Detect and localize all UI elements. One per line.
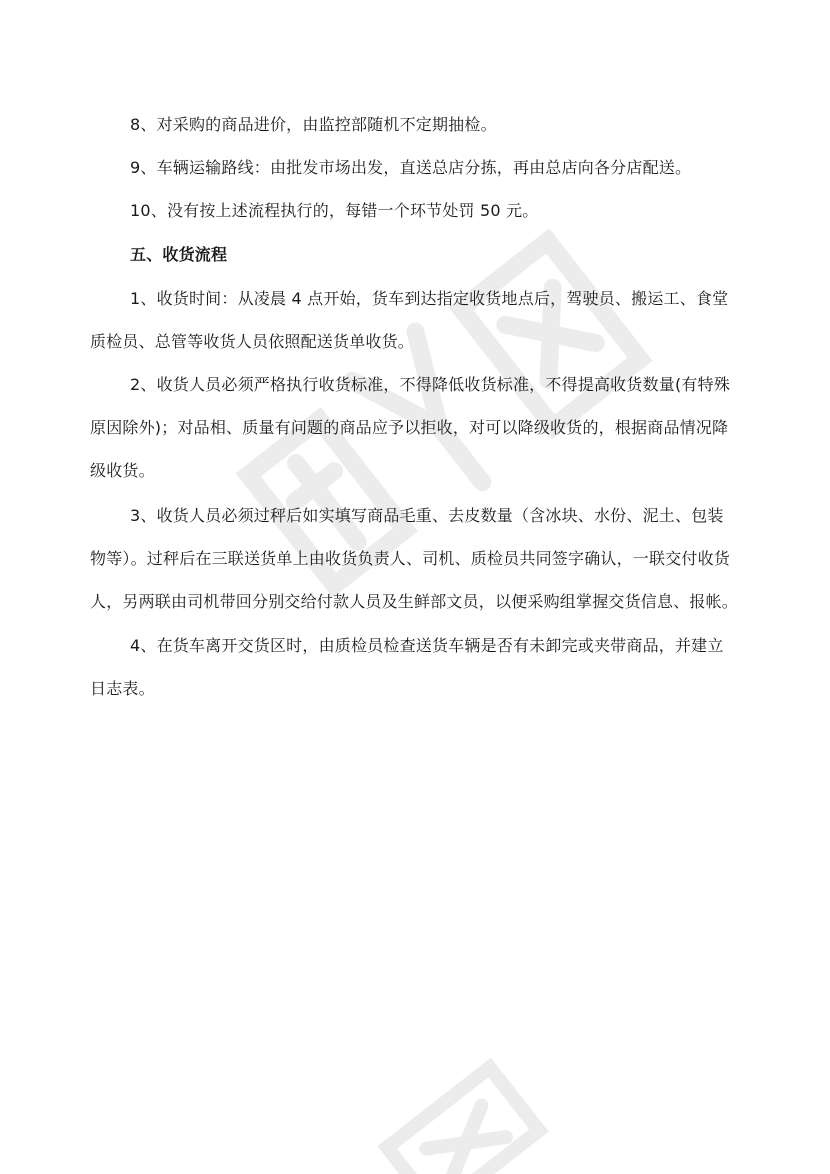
paragraph-inspection-line-2: 日志表。: [90, 679, 155, 698]
paragraph-receiving-time-line-2: 质检员、总管等收货人员依照配送货单收货。: [90, 332, 415, 351]
paragraph-weighing-line-3: 人，另两联由司机带回分别交给付款人员及生鲜部文员，以便采购组掌握交货信息、报帐。: [90, 592, 739, 611]
paragraph-item-10: 10、没有按上述流程执行的，每错一个环节处罚 50 元。: [130, 201, 539, 220]
paragraph-receiving-standard-line-2: 原因除外)；对品相、质量有问题的商品应予以拒收，对可以降级收货的，根据商品情况降: [90, 418, 729, 437]
paragraph-weighing-line-2: 物等）。过秤后在三联送货单上由收货负责人、司机、质检员共同签字确认，一联交付收货: [90, 549, 731, 568]
paragraph-receiving-standard-line-3: 级收货。: [90, 461, 155, 480]
paragraph-inspection-line-1: 4、在货车离开交货区时，由质检员检查送货车辆是否有未卸完或夹带商品，并建立: [130, 636, 724, 655]
section-heading-receiving-process: 五、收货流程: [130, 245, 228, 264]
paragraph-weighing-line-1: 3、收货人员必须过秤后如实填写商品毛重、去皮数量（含冰块、水份、泥土、包装: [130, 506, 724, 525]
watermark-logo-bottom: [363, 1042, 557, 1174]
paragraph-receiving-standard-line-1: 2、收货人员必须严格执行收货标准，不得降低收货标准，不得提高收货数量(有特殊: [130, 375, 731, 394]
paragraph-item-9: 9、车辆运输路线：由批发市场出发，直送总店分拣，再由总店向各分店配送。: [130, 158, 692, 177]
paragraph-item-8: 8、对采购的商品进价，由监控部随机不定期抽检。: [130, 115, 497, 134]
paragraph-receiving-time-line-1: 1、收货时间：从凌晨 4 点开始，货车到达指定收货地点后，驾驶员、搬运工、食堂: [130, 289, 729, 308]
